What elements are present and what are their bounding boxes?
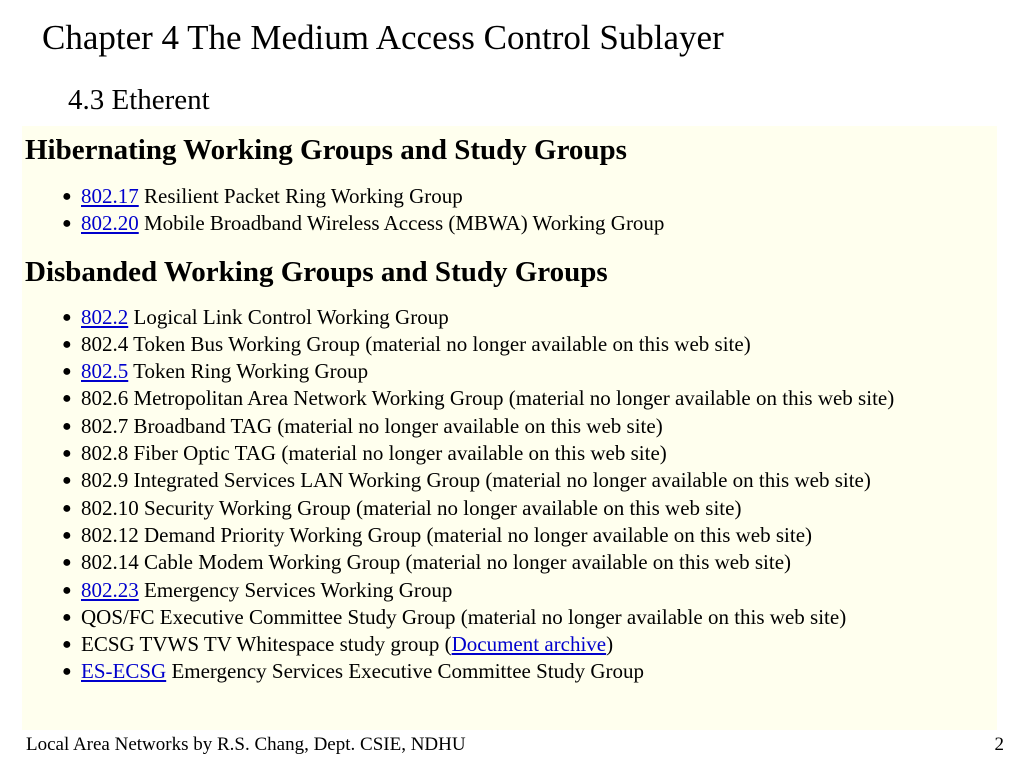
- document-archive-link[interactable]: Document archive: [451, 632, 607, 657]
- group-description: Token Ring Working Group: [128, 359, 369, 384]
- bullet-icon: ●: [62, 472, 72, 490]
- group-description: 802.9 Integrated Services LAN Working Group (material no longer available on this web site): [81, 468, 871, 493]
- bullet-icon: ●: [62, 581, 72, 599]
- bullet-icon: ●: [62, 215, 72, 233]
- list-item: [25, 631, 997, 658]
- bullet-icon: ●: [62, 608, 72, 626]
- list-item: [25, 358, 997, 385]
- group-description: 802.8 Fiber Optic TAG (material no longer available on this web site): [81, 441, 667, 466]
- group-description: ECSG TVWS TV Whitespace study group (: [81, 632, 452, 657]
- bullet-icon: ●: [62, 390, 72, 408]
- group-description: 802.4 Token Bus Working Group (material no longer available on this web site): [81, 331, 751, 356]
- list-item: [25, 549, 997, 576]
- slide-title: Chapter 4 The Medium Access Control Sublayer: [42, 18, 724, 57]
- bullet-icon: ●: [62, 554, 72, 572]
- bullet-icon: ●: [62, 526, 72, 544]
- list-item: [25, 604, 997, 631]
- group-description: 802.7 Broadband TAG (material no longer available on this web site): [81, 413, 663, 438]
- list-item: [25, 440, 997, 467]
- list-item: [25, 385, 997, 412]
- list-item: [25, 522, 997, 549]
- group-description: Emergency Services Working Group: [138, 577, 453, 602]
- bullet-icon: ●: [62, 445, 72, 463]
- list-item: [25, 210, 997, 237]
- bullet-icon: ●: [62, 335, 72, 353]
- group-link-802-17[interactable]: 802.17: [81, 184, 139, 208]
- hibernating-groups-list: [25, 183, 997, 238]
- disbanded-groups-list: [25, 304, 997, 686]
- group-link-802-23[interactable]: 802.23: [81, 577, 139, 602]
- group-description: Emergency Services Executive Committee Study Group: [166, 659, 645, 684]
- bullet-icon: ●: [62, 308, 72, 326]
- group-link-802-5[interactable]: 802.5: [81, 359, 129, 384]
- bullet-icon: ●: [62, 636, 72, 654]
- group-description: 802.6 Metropolitan Area Network Working Group (material no longer available on this web site): [81, 386, 895, 411]
- bullet-icon: ●: [62, 499, 72, 517]
- closing-paren: ): [606, 632, 614, 657]
- group-description: Resilient Packet Ring Working Group: [138, 184, 463, 208]
- list-item: [25, 304, 997, 331]
- list-item: [25, 577, 997, 604]
- page-number: 2: [994, 734, 1004, 755]
- group-description: Logical Link Control Working Group: [128, 304, 449, 329]
- group-link-802-2[interactable]: 802.2: [81, 304, 129, 329]
- list-item: [25, 413, 997, 440]
- group-description: QOS/FC Executive Committee Study Group (material no longer available on this web site): [81, 604, 847, 629]
- list-item: [25, 658, 997, 685]
- group-description: 802.12 Demand Priority Working Group (material no longer available on this web site): [81, 522, 813, 547]
- web-page-screenshot-panel: [22, 126, 997, 730]
- list-item: [25, 495, 997, 522]
- list-item: [25, 183, 997, 210]
- group-link-es-ecsg[interactable]: ES-ECSG: [81, 659, 167, 684]
- bullet-icon: ●: [62, 188, 72, 205]
- group-description: 802.14 Cable Modem Working Group (material no longer available on this web site): [81, 550, 792, 575]
- list-item: [25, 331, 997, 358]
- slide-subtitle: 4.3 Etherent: [68, 84, 210, 116]
- list-item: [25, 467, 997, 494]
- footer-text: Local Area Networks by R.S. Chang, Dept. CSIE, NDHU: [26, 734, 466, 755]
- group-description: Mobile Broadband Wireless Access (MBWA) Working Group: [138, 211, 665, 236]
- bullet-icon: ●: [62, 417, 72, 435]
- group-description: 802.10 Security Working Group (material no longer available on this web site): [81, 495, 742, 520]
- bullet-icon: ●: [62, 663, 72, 681]
- group-link-802-20[interactable]: 802.20: [81, 211, 139, 236]
- bullet-icon: ●: [62, 363, 72, 381]
- hibernating-groups-heading: Hibernating Working Groups and Study Groups: [25, 134, 627, 166]
- disbanded-groups-heading: Disbanded Working Groups and Study Groups: [25, 255, 608, 288]
